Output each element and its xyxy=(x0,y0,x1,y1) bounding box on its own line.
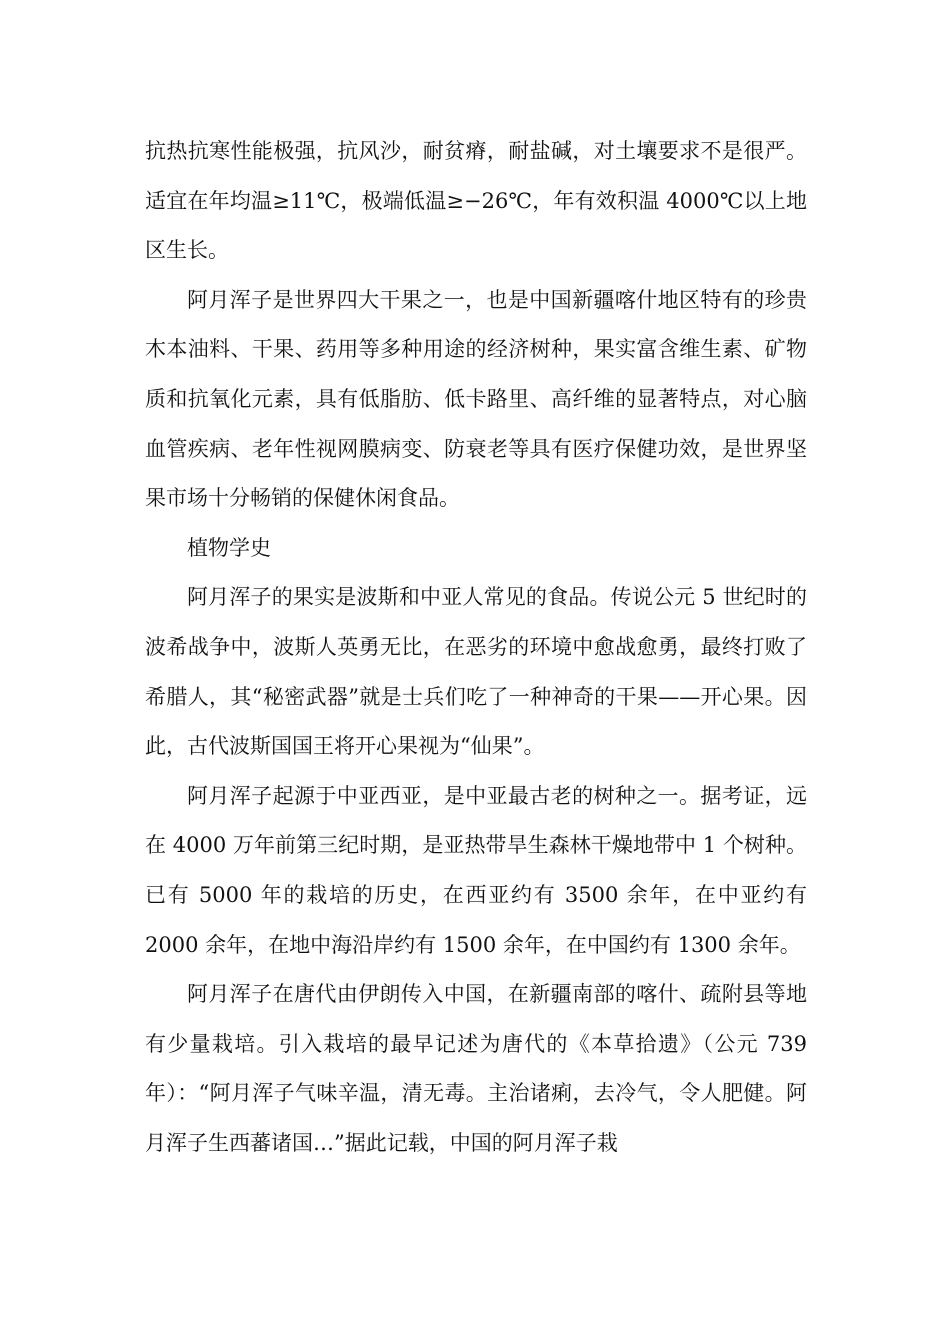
paragraph-dried-fruit: 阿月浑子是世界四大干果之一，也是中国新疆喀什地区特有的珍贵木本油料、干果、药用等多种用途的经济树种，果实富含维生素、矿物质和抗氧化元素，具有低脂肪、低卡路里、高纤维的显著特点，对心脑血管疾病、老年性视网膜病变、防衰老等具有医疗保健功效，是世界坚果市场十分畅销的保健休闲食品。 xyxy=(145,287,807,511)
paragraph-persia-legend: 阿月浑子的果实是波斯和中亚人常见的食品。传说公元 5 世纪时的波希战争中，波斯人英勇无比，在恶劣的环境中愈战愈勇，最终打败了希腊人，其“秘密武器”就是士兵们吃了一种神奇的干果——开心果。因此，古代波斯国国王将开心果视为“仙果”。 xyxy=(145,585,807,759)
paragraph-soil-climate: 抗热抗寒性能极强，抗风沙，耐贫瘠，耐盐碱，对土壤要求不是很严。适宜在年均温≥11℃，极端低温≥−26℃，年有效积温 4000℃以上地区生长。 xyxy=(145,139,807,263)
paragraph-tang-dynasty: 阿月浑子在唐代由伊朗传入中国，在新疆南部的喀什、疏附县等地有少量栽培。引入栽培的最早记述为唐代的《本草拾遗》（公元 739 年）：“阿月浑子气味辛温，清无毒。主治诸痢，去冷气，令人肥健。阿月浑子生西蕃诸国…”据此记载，中国的阿月浑子栽 xyxy=(145,982,807,1155)
section-heading-botany-history: 植物学史 xyxy=(187,535,271,560)
document-body xyxy=(145,127,807,1168)
paragraph-origin: 阿月浑子起源于中亚西亚，是中亚最古老的树种之一。据考证，远在 4000 万年前第三纪时期，是亚热带旱生森林干燥地带中 1 个树种。已有 5000 年的栽培的历史，在西亚约有 3500 余年，在中亚约有 2000 余年，在地中海沿岸约有 1500 余年，在中国约有 1300 余年。 xyxy=(145,783,807,957)
